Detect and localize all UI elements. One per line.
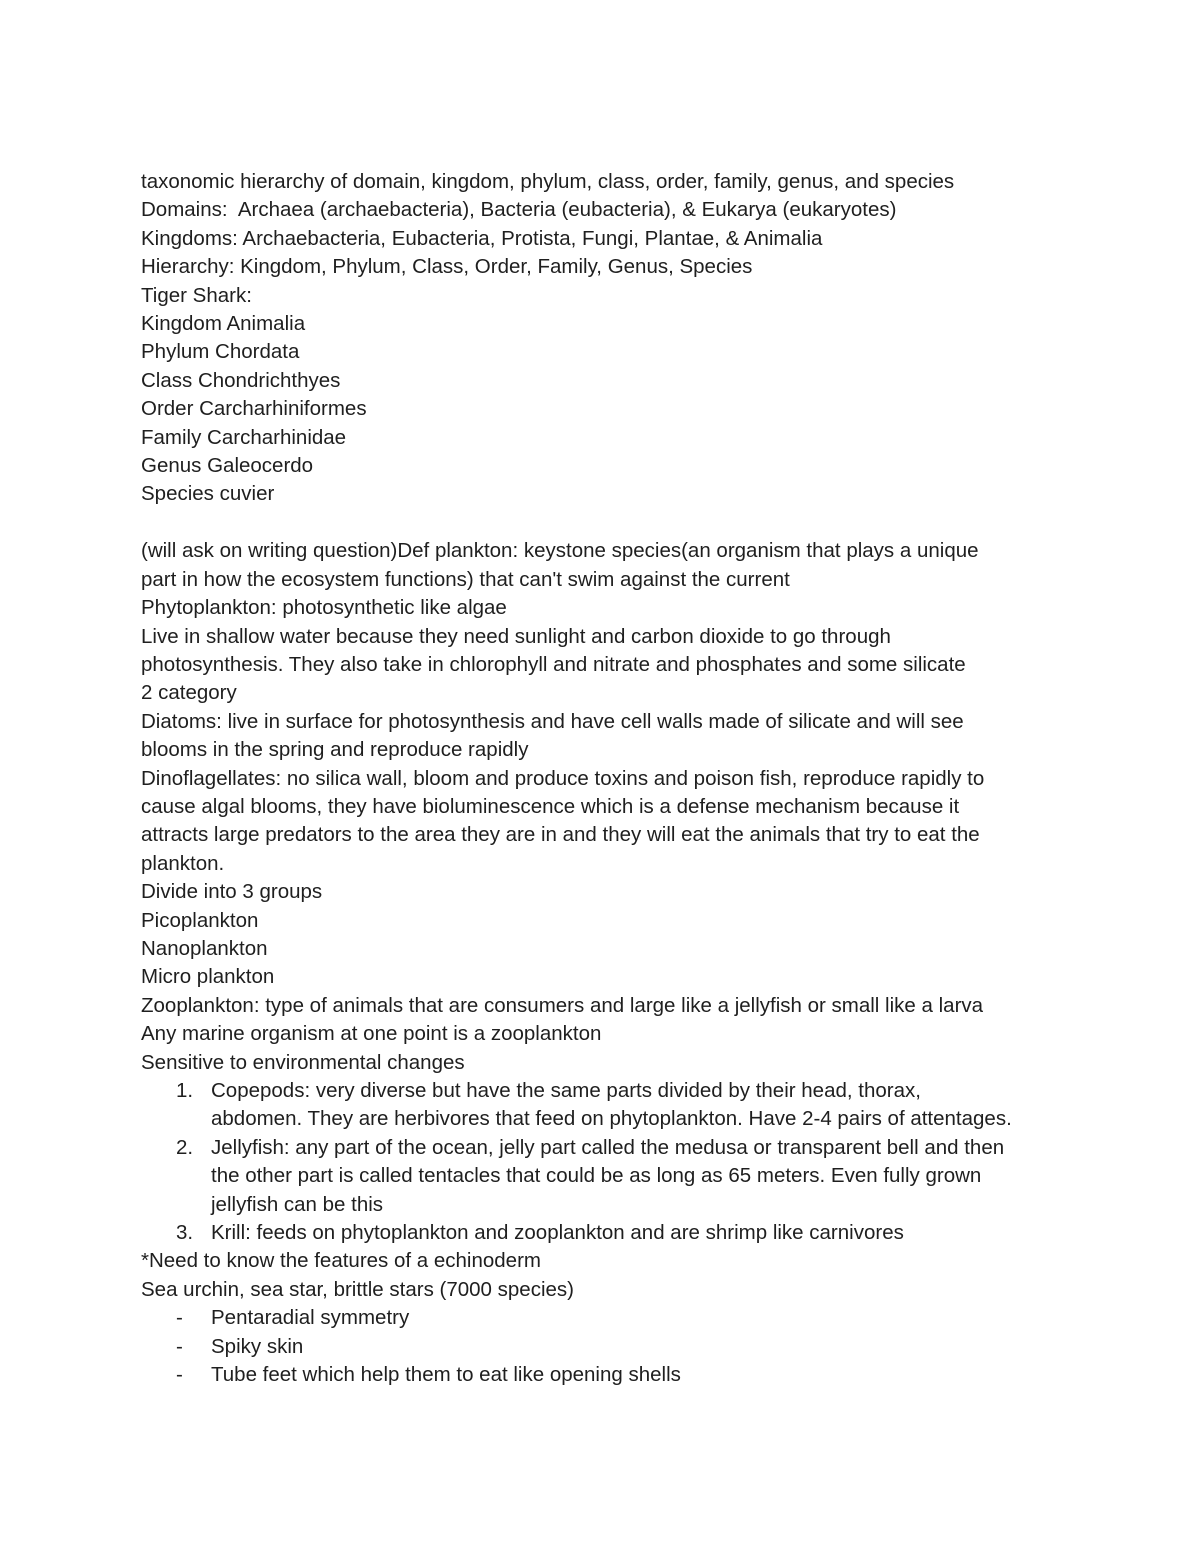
- text-line: Micro plankton: [141, 965, 275, 989]
- paragraph: [141, 623, 1061, 680]
- text-line: *Need to know the features of a echinoderm: [141, 1249, 541, 1273]
- list-item: [141, 1077, 1061, 1134]
- list-number: 2.: [176, 1135, 194, 1159]
- text-line: Dinoflagellates: no silica wall, bloom and produce toxins and poison fish, reproduce rapidly to: [141, 766, 985, 790]
- dash-list: [141, 1304, 1061, 1389]
- text-line: Genus Galeocerdo: [141, 454, 314, 478]
- list-item-text: Copepods: very diverse but have the same parts divided by their head, thorax,: [211, 1079, 921, 1102]
- plankton-section: [141, 537, 1061, 1077]
- echinoderm-section: [141, 1247, 1061, 1304]
- text-line: photosynthesis. They also take in chlorophyll and nitrate and phosphates and some silicate: [141, 652, 966, 676]
- list-item-text: jellyfish can be this: [211, 1192, 384, 1216]
- text-line: Hierarchy: Kingdom, Phylum, Class, Order, Family, Genus, Species: [141, 255, 753, 279]
- list-dash: -: [176, 1363, 183, 1387]
- text-line: Picoplankton: [141, 908, 259, 932]
- text-line: plankton.: [141, 851, 225, 875]
- paragraph: [141, 537, 1061, 594]
- text-line: Diatoms: live in surface for photosynthesis and have cell walls made of silicate and will see: [141, 709, 964, 733]
- text-line: Kingdoms: Archaebacteria, Eubacteria, Protista, Fungi, Plantae, & Animalia: [141, 226, 823, 250]
- text-line: cause algal blooms, they have bioluminescence which is a defense mechanism because it: [141, 794, 960, 818]
- text-line: attracts large predators to the area they are in and they will eat the animals that try to eat the: [141, 823, 980, 847]
- text-line: (will ask on writing question)Def plankton: keystone species(an organism that plays a unique: [141, 539, 979, 563]
- list-item: [141, 1134, 1061, 1219]
- document-body: [141, 168, 1061, 1389]
- list-number: 3.: [176, 1221, 194, 1245]
- list-item: [141, 1333, 1061, 1361]
- text-line: Divide into 3 groups: [141, 880, 323, 904]
- paragraph: [141, 708, 1061, 765]
- text-line: Species cuvier: [141, 482, 275, 506]
- text-line: part in how the ecosystem functions) that can't swim against the current: [141, 567, 790, 591]
- taxonomy-section: [141, 168, 1061, 509]
- text-line: Kingdom Animalia: [141, 312, 306, 336]
- text-line: Live in shallow water because they need sunlight and carbon dioxide to go through: [141, 624, 891, 648]
- text-line: Nanoplankton: [141, 936, 268, 960]
- list-item-text: Spiky skin: [211, 1334, 304, 1358]
- text-line: Sensitive to environmental changes: [141, 1050, 465, 1074]
- paragraph: [141, 765, 1061, 879]
- list-item-text: abdomen. They are herbivores that feed on phytoplankton. Have 2-4 pairs of attentages.: [211, 1107, 1012, 1131]
- text-line: Sea urchin, sea star, brittle stars (7000 species): [141, 1277, 574, 1301]
- text-line: Phytoplankton: photosynthetic like algae: [141, 596, 507, 620]
- text-line: Family Carcharhinidae: [141, 425, 347, 449]
- text-line: Class Chondrichthyes: [141, 368, 341, 392]
- text-line: Tiger Shark:: [141, 283, 252, 307]
- blank-line: [141, 509, 1061, 537]
- list-item: [141, 1304, 1061, 1332]
- text-line: Phylum Chordata: [141, 340, 300, 364]
- text-line: taxonomic hierarchy of domain, kingdom, phylum, class, order, family, genus, and species: [141, 170, 955, 193]
- list-item-text: the other part is called tentacles that could be as long as 65 meters. Even fully grown: [211, 1164, 982, 1188]
- text-line: 2 category: [141, 681, 237, 705]
- list-item-text: Krill: feeds on phytoplankton and zooplankton and are shrimp like carnivores: [211, 1221, 904, 1245]
- list-dash: -: [176, 1334, 183, 1358]
- list-item-text: Tube feet which help them to eat like opening shells: [211, 1363, 681, 1387]
- list-number: 1.: [176, 1079, 194, 1102]
- list-item-text: Jellyfish: any part of the ocean, jelly part called the medusa or transparent bell and then: [211, 1135, 1005, 1159]
- text-line: Any marine organism at one point is a zooplankton: [141, 1022, 602, 1046]
- text-line: Order Carcharhiniformes: [141, 397, 367, 421]
- text-line: blooms in the spring and reproduce rapidly: [141, 738, 529, 762]
- list-dash: -: [176, 1306, 183, 1330]
- numbered-list: [141, 1077, 1061, 1247]
- list-item: [141, 1219, 1061, 1247]
- list-item-text: Pentaradial symmetry: [211, 1306, 410, 1330]
- text-line: Domains: Archaea (archaebacteria), Bacteria (eubacteria), & Eukarya (eukaryotes): [141, 198, 897, 222]
- text-line: Zooplankton: type of animals that are consumers and large like a jellyfish or small like a larva: [141, 993, 984, 1017]
- list-item: [141, 1361, 1061, 1389]
